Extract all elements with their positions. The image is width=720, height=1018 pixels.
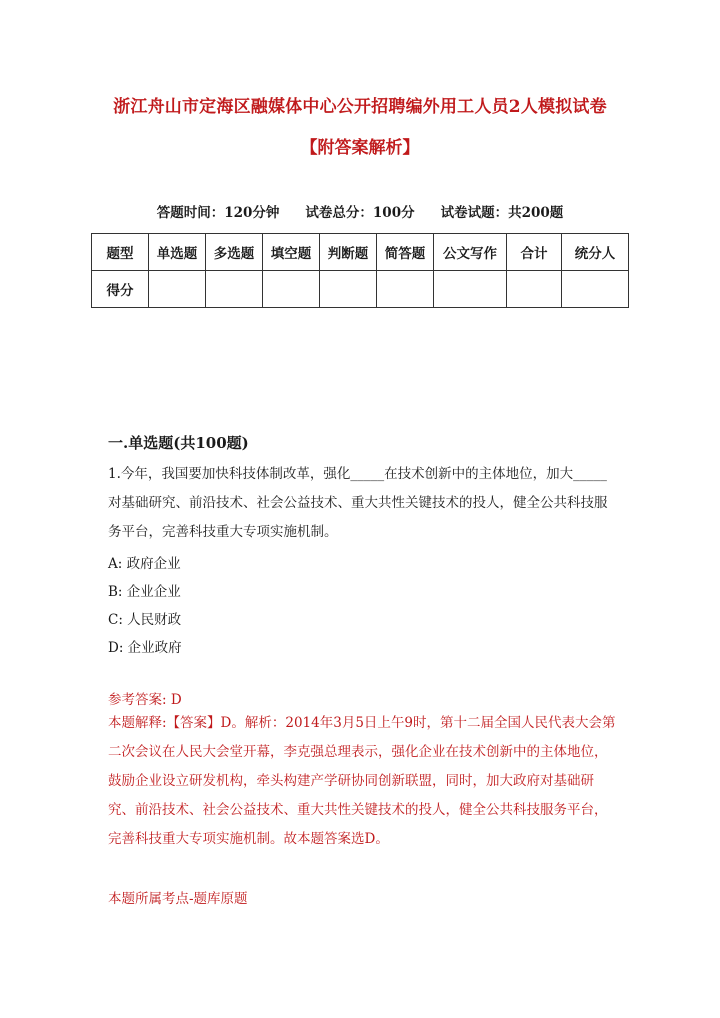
score-cell — [377, 271, 434, 308]
exam-total: 试卷总分：100分 — [305, 205, 415, 221]
option-d: D: 企业政府 — [108, 640, 182, 656]
table-header-cell: 多选题 — [206, 234, 263, 271]
reference-answer: 参考答案: D — [108, 692, 182, 708]
score-table — [91, 233, 629, 308]
option-a: A: 政府企业 — [108, 556, 181, 572]
exam-count: 试卷试题：共200题 — [440, 205, 564, 221]
table-header-cell: 合计 — [507, 234, 562, 271]
table-header-cell: 题型 — [92, 234, 149, 271]
score-cell — [149, 271, 206, 308]
table-header-cell: 简答题 — [377, 234, 434, 271]
table-row-label: 得分 — [92, 271, 149, 308]
option-c: C: 人民财政 — [108, 612, 182, 628]
question-point: 本题所属考点-题库原题 — [108, 891, 248, 907]
table-header-cell: 单选题 — [149, 234, 206, 271]
page-subtitle: 【附答案解析】 — [300, 138, 420, 158]
exam-time: 答题时间：120分钟 — [156, 205, 280, 221]
score-table-score-row — [92, 271, 629, 308]
exam-meta — [0, 201, 720, 221]
table-header-cell: 统分人 — [562, 234, 629, 271]
table-header-cell: 公文写作 — [434, 234, 507, 271]
score-cell — [320, 271, 377, 308]
score-table-header-row — [92, 234, 629, 271]
table-header-cell: 判断题 — [320, 234, 377, 271]
answer-explanation: 本题解释:【答案】D。解析：2014年3月5日上午9时，第十二届全国人民代表大会第二次会议在人民大会堂开幕，李克强总理表示，强化企业在技术创新中的主体地位，鼓励企业设立研发机构，牵头构建产学研协同创新联盟，同时，加大政府对基础研究、前沿技术、社会公益技术、重大共性关键技术的投人，健全公共科技服务平台，完善科技重大专项实施机制。故本题答案选D。 — [108, 715, 616, 847]
table-header-cell: 填空题 — [263, 234, 320, 271]
score-cell — [206, 271, 263, 308]
score-cell — [434, 271, 507, 308]
score-cell — [562, 271, 629, 308]
score-cell — [507, 271, 562, 308]
page-title: 浙江舟山市定海区融媒体中心公开招聘编外用工人员2人模拟试卷 — [113, 97, 607, 117]
score-cell — [263, 271, 320, 308]
question-text: 1.今年，我国要加快科技体制改革，强化_____在技术创新中的主体地位，加大_____对基础研究、前沿技术、社会公益技术、重大共性关键技术的投人，健全公共科技服务平台，完善科技重大专项实施机制。 — [108, 466, 608, 540]
option-b: B: 企业企业 — [108, 584, 181, 600]
section-title: 一.单选题(共100题) — [108, 434, 249, 452]
